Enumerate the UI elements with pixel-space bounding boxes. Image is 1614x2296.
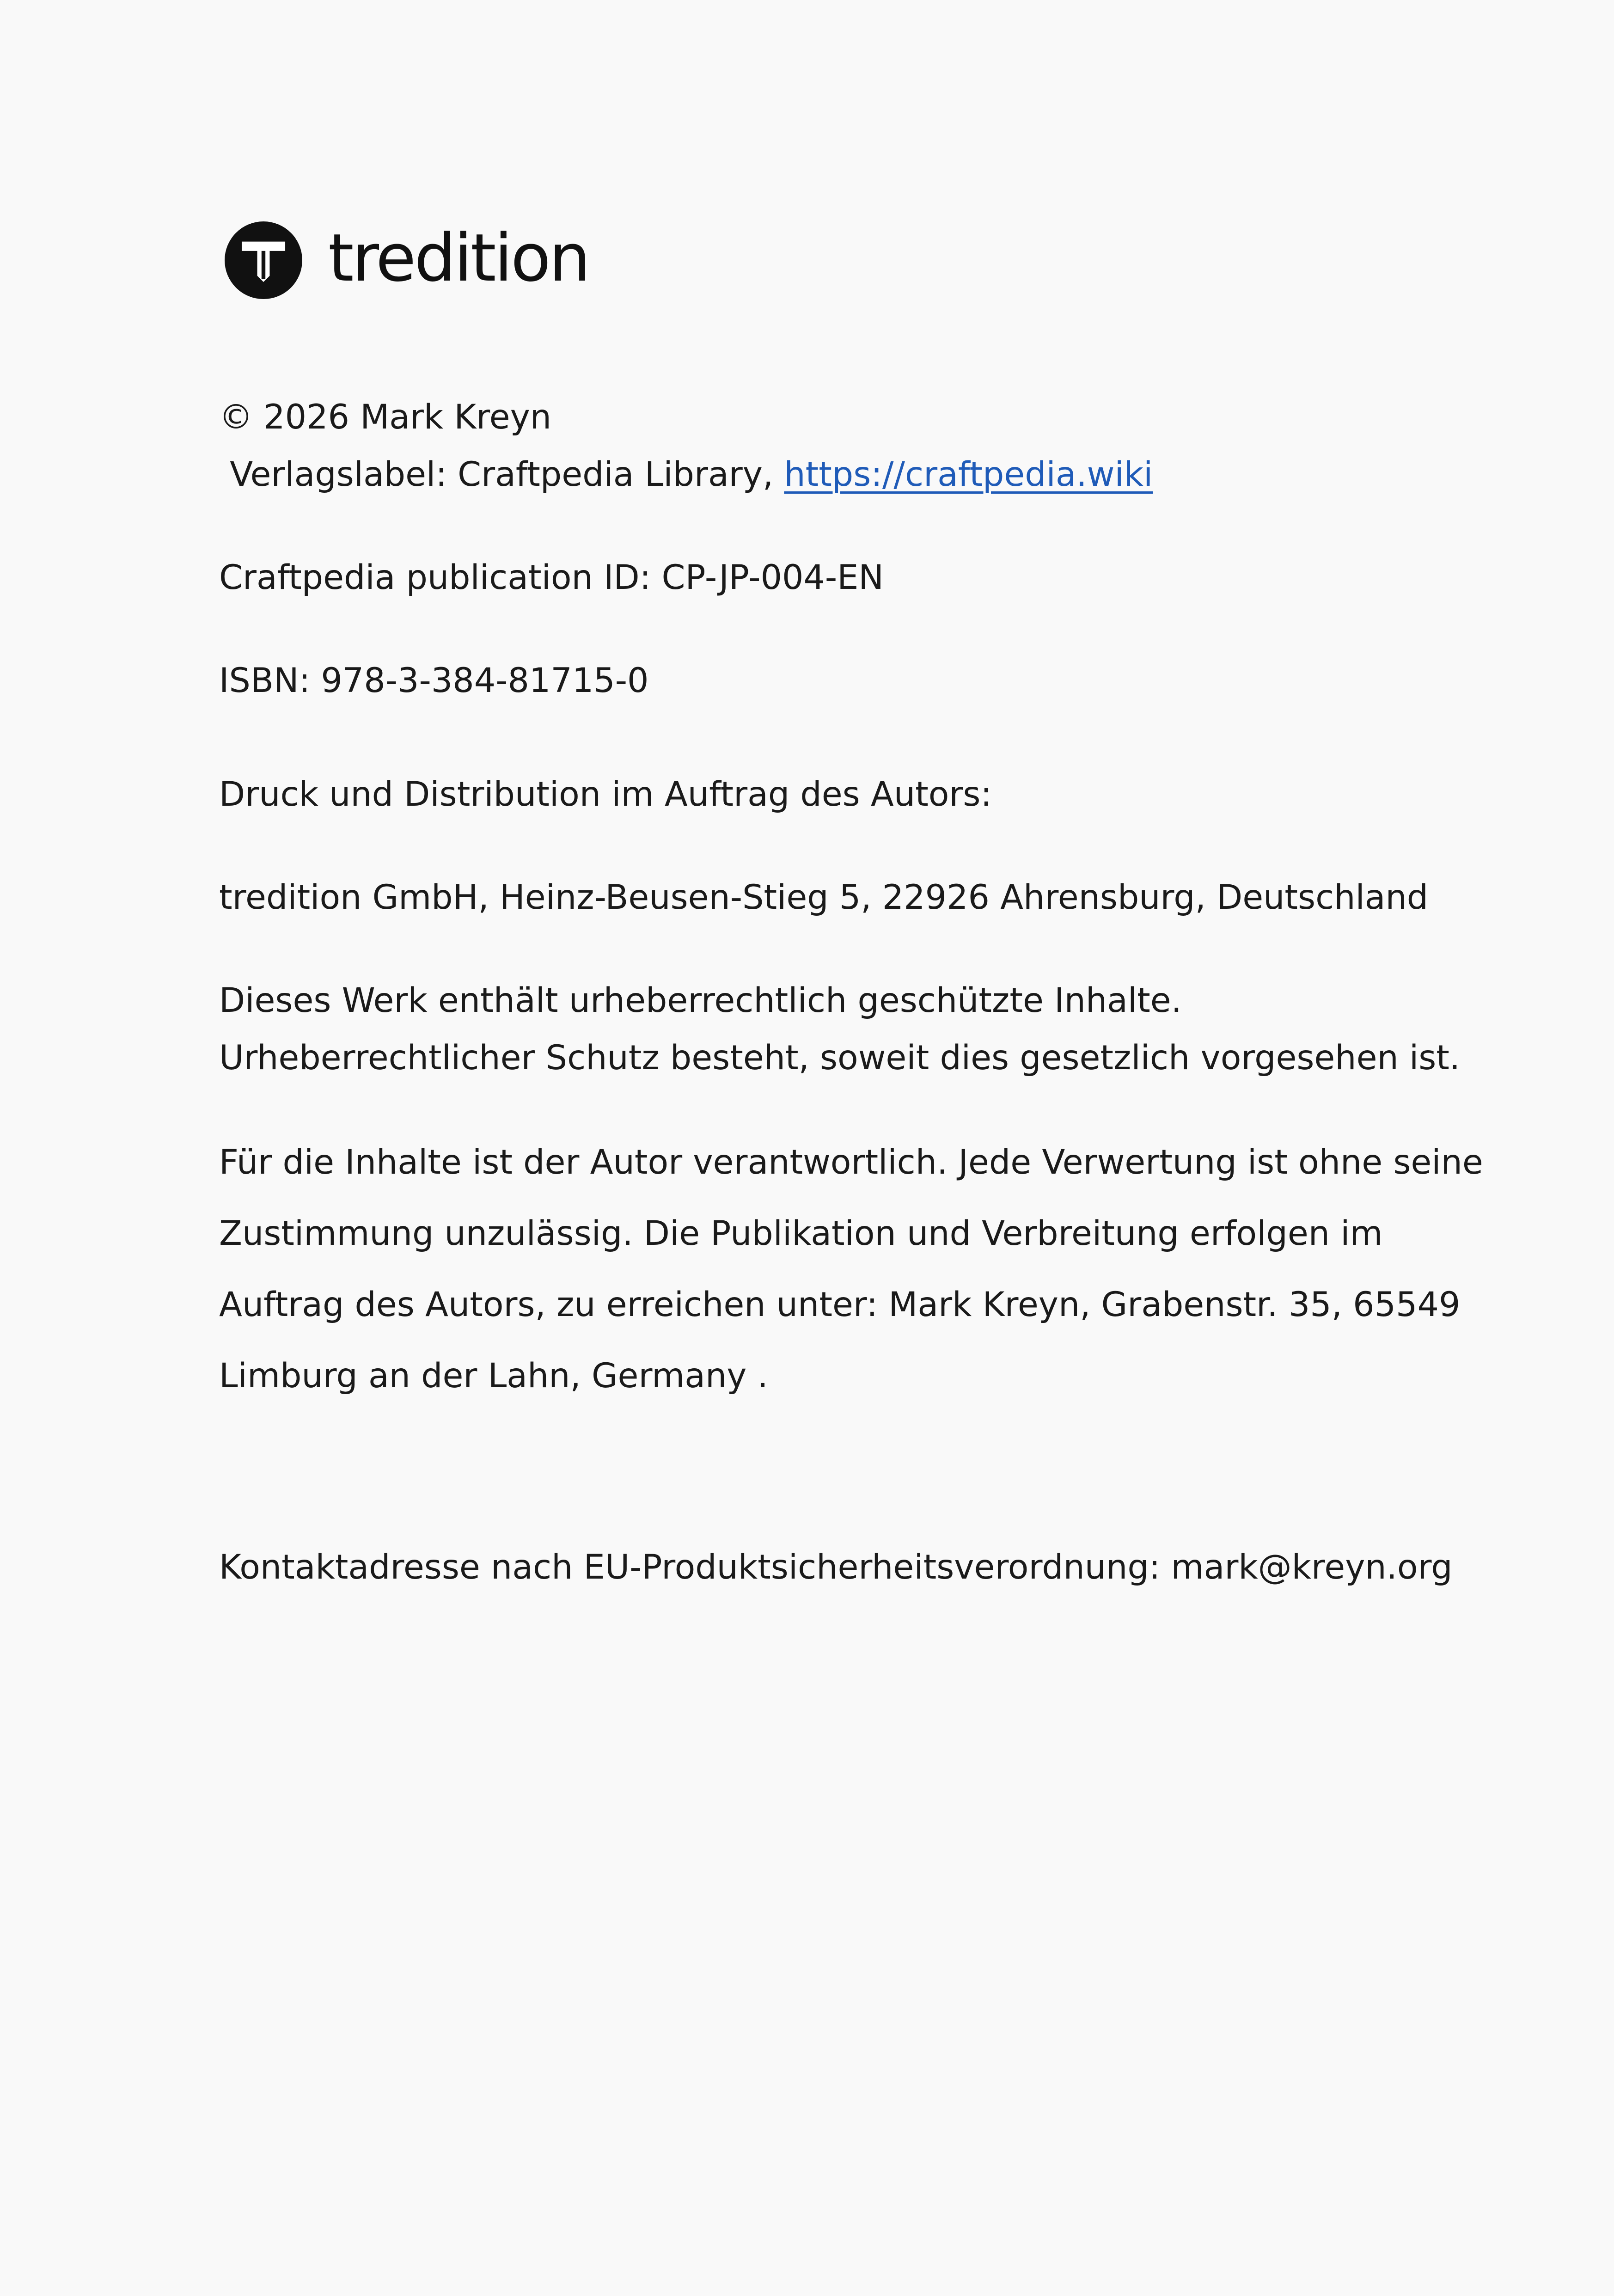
copyright-notice-line: Dieses Werk enthält urheberrechtlich geschützte Inhalte. (219, 981, 1182, 1020)
responsibility-paragraph (219, 1127, 1483, 1412)
responsibility-line: Limburg an der Lahn, Germany . (219, 1356, 768, 1396)
copyright-line: © 2026 Mark Kreyn (219, 398, 552, 437)
label-line (219, 455, 1153, 494)
responsibility-line: Für die Inhalte ist der Autor verantwortlich. Jede Verwertung ist ohne seine (219, 1143, 1483, 1182)
logo-wordmark: tredition (328, 220, 589, 296)
contact-line: Kontaktadresse nach EU-Produktsicherheitsverordnung: mark@kreyn.org (219, 1548, 1453, 1587)
craftpedia-link[interactable]: https://craftpedia.wiki (784, 455, 1153, 494)
copyright-notice-line: Urheberrechtlicher Schutz besteht, soweit dies gesetzlich vorgesehen ist. (219, 1038, 1461, 1078)
responsibility-line: Auftrag des Autors, zu erreichen unter: Mark Kreyn, Grabenstr. 35, 65549 (219, 1285, 1461, 1324)
print-heading: Druck und Distribution im Auftrag des Autors: (219, 775, 992, 814)
publication-id: Craftpedia publication ID: CP-JP-004-EN (219, 558, 884, 597)
label-text: Verlagslabel: Craftpedia Library, (219, 455, 784, 494)
publisher-logo (225, 221, 589, 300)
printer-address: tredition GmbH, Heinz-Beusen-Stieg 5, 22926 Ahrensburg, Deutschland (219, 878, 1429, 917)
tredition-logo-icon (225, 221, 302, 299)
isbn: ISBN: 978-3-384-81715-0 (219, 661, 649, 700)
copyright-block (219, 398, 1153, 494)
responsibility-line: Zustimmung unzulässig. Die Publikation und Verbreitung erfolgen im (219, 1214, 1383, 1253)
copyright-notice (219, 981, 1461, 1078)
